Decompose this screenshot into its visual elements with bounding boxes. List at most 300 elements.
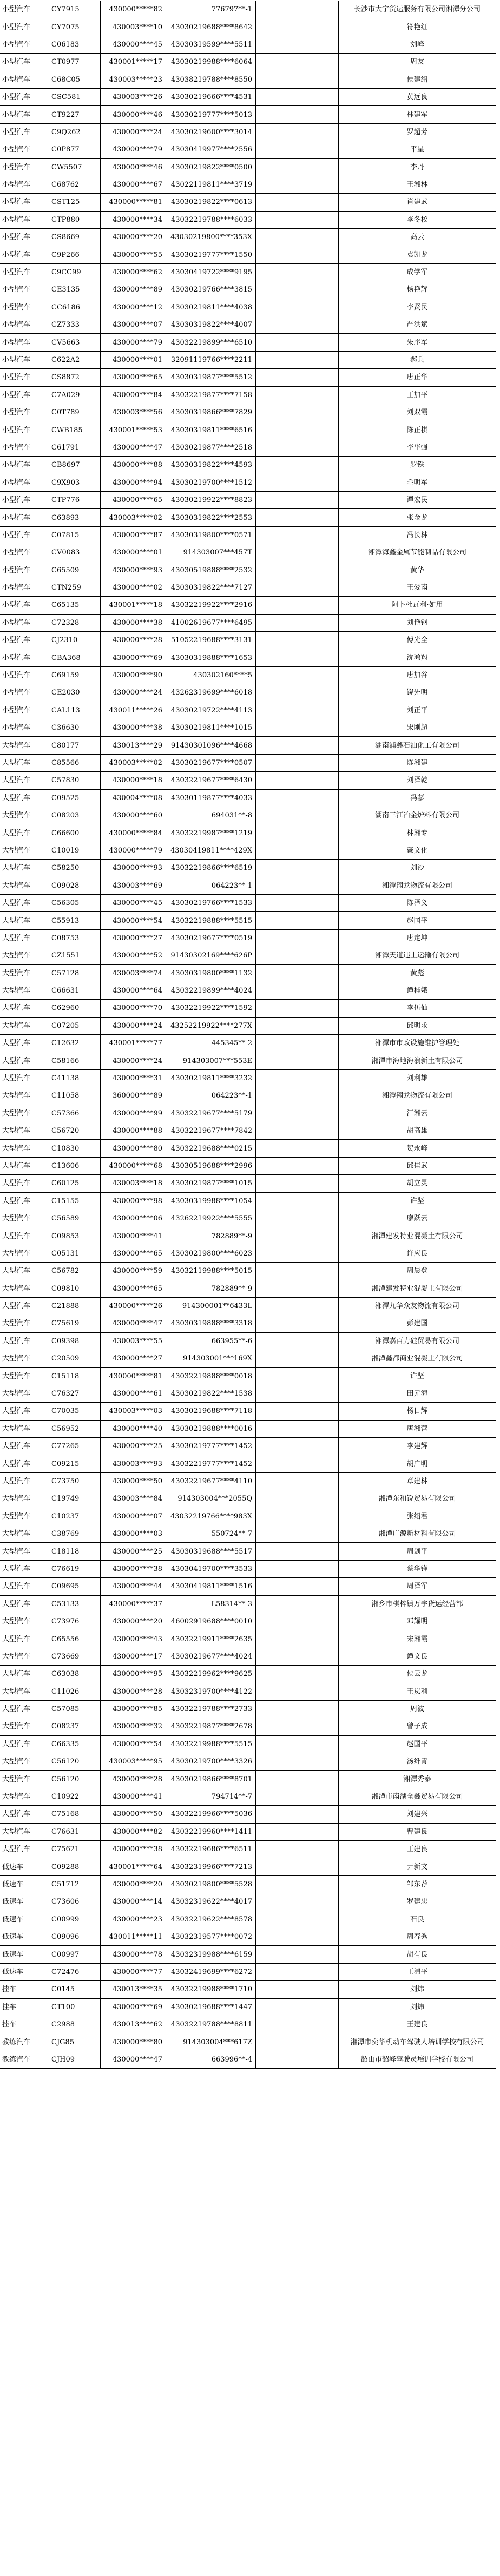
plate-number-cell: C20509: [49, 1350, 101, 1368]
table-row: [0, 1368, 496, 1385]
plate-number-cell: C65556: [49, 1630, 101, 1648]
blank-cell: [256, 141, 339, 158]
code-cell: 430000****07: [101, 316, 166, 334]
code-cell: 430001*****53: [101, 421, 166, 439]
code-cell: 430003****55: [101, 1332, 166, 1350]
id-number-cell: 43032219988****1710: [166, 1981, 256, 1998]
blank-cell: [256, 404, 339, 421]
table-row: [0, 1420, 496, 1437]
vehicle-type-cell: 小型汽车: [0, 386, 49, 404]
code-cell: 430000****41: [101, 1227, 166, 1245]
plate-number-cell: C58250: [49, 860, 101, 877]
owner-name-cell: 周剑平: [339, 1543, 496, 1560]
code-cell: 430000****01: [101, 544, 166, 562]
table-row: [0, 719, 496, 737]
id-number-cell: 43030219688****1447: [166, 1998, 256, 2016]
table-row: [0, 1998, 496, 2016]
id-number-cell: 51052219688****3131: [166, 632, 256, 649]
table-row: [0, 1823, 496, 1840]
owner-name-cell: 许坚: [339, 1368, 496, 1385]
plate-number-cell: CJ2310: [49, 632, 101, 649]
table-row: [0, 1, 496, 18]
blank-cell: [256, 1700, 339, 1718]
id-number-cell: 32091119766****2211: [166, 351, 256, 368]
id-number-cell: 43030219811****3232: [166, 1069, 256, 1087]
owner-name-cell: 湘潭鑫都商业混凝土有限公司: [339, 1350, 496, 1368]
table-row: [0, 263, 496, 281]
blank-cell: [256, 1806, 339, 1823]
code-cell: 430000*****84: [101, 824, 166, 842]
code-cell: 430000*****26: [101, 1297, 166, 1315]
table-row: [0, 1806, 496, 1823]
id-number-cell: 43032219966****5036: [166, 1806, 256, 1823]
blank-cell: [256, 1227, 339, 1245]
owner-name-cell: 唐加谷: [339, 666, 496, 684]
table-row: [0, 947, 496, 965]
blank-cell: [256, 1560, 339, 1577]
owner-name-cell: 刘双霞: [339, 404, 496, 421]
owner-name-cell: 平星: [339, 141, 496, 158]
table-row: [0, 1578, 496, 1595]
blank-cell: [256, 1928, 339, 1945]
plate-number-cell: C56589: [49, 1210, 101, 1227]
code-cell: 430000****27: [101, 929, 166, 947]
vehicle-type-cell: 小型汽车: [0, 18, 49, 36]
owner-name-cell: 谭桂娥: [339, 982, 496, 999]
blank-cell: [256, 386, 339, 404]
id-number-cell: 43030219700****1512: [166, 474, 256, 491]
code-cell: 430000****28: [101, 1683, 166, 1700]
table-row: [0, 123, 496, 141]
vehicle-type-cell: 大型汽车: [0, 1017, 49, 1034]
vehicle-type-cell: 小型汽车: [0, 562, 49, 579]
id-number-cell: 43030219811****4038: [166, 299, 256, 316]
blank-cell: [256, 649, 339, 666]
vehicle-type-cell: 大型汽车: [0, 1578, 49, 1595]
table-row: [0, 1490, 496, 1508]
vehicle-type-cell: 大型汽车: [0, 1315, 49, 1332]
table-row: [0, 509, 496, 526]
code-cell: 430013****62: [101, 2016, 166, 2033]
blank-cell: [256, 299, 339, 316]
table-row: [0, 1946, 496, 1963]
owner-name-cell: 周友: [339, 54, 496, 71]
blank-cell: [256, 18, 339, 36]
code-cell: 360000****89: [101, 1087, 166, 1105]
owner-name-cell: 唐湘营: [339, 1420, 496, 1437]
plate-number-cell: CY7915: [49, 1, 101, 18]
plate-number-cell: C00997: [49, 1946, 101, 1963]
id-number-cell: 064223**-1: [166, 1087, 256, 1105]
code-cell: 430000****38: [101, 614, 166, 631]
code-cell: 430000****27: [101, 1350, 166, 1368]
code-cell: 430000****38: [101, 719, 166, 737]
id-number-cell: 43032219987****1219: [166, 824, 256, 842]
plate-number-cell: CC6186: [49, 299, 101, 316]
owner-name-cell: 湘潭秀泰: [339, 1771, 496, 1788]
vehicle-type-cell: 大型汽车: [0, 1490, 49, 1508]
code-cell: 430000****60: [101, 807, 166, 824]
blank-cell: [256, 1315, 339, 1332]
id-number-cell: 43032219622****8578: [166, 1911, 256, 1928]
code-cell: 430003****56: [101, 404, 166, 421]
owner-name-cell: 田元海: [339, 1385, 496, 1402]
blank-cell: [256, 229, 339, 246]
vehicle-type-cell: 小型汽车: [0, 439, 49, 456]
plate-number-cell: C15155: [49, 1192, 101, 1210]
code-cell: 430000****88: [101, 1122, 166, 1140]
owner-name-cell: 王建良: [339, 1841, 496, 1858]
code-cell: 430011*****26: [101, 702, 166, 719]
blank-cell: [256, 1858, 339, 1875]
id-number-cell: 43032319622****4017: [166, 1893, 256, 1911]
vehicle-type-cell: 低速车: [0, 1946, 49, 1963]
plate-number-cell: CBA368: [49, 649, 101, 666]
table-row: [0, 877, 496, 894]
owner-name-cell: 刘炜: [339, 1981, 496, 1998]
plate-number-cell: CTN259: [49, 579, 101, 596]
blank-cell: [256, 1543, 339, 1560]
blank-cell: [256, 1087, 339, 1105]
code-cell: 430000*****81: [101, 194, 166, 211]
blank-cell: [256, 1052, 339, 1069]
owner-name-cell: 高云: [339, 229, 496, 246]
code-cell: 430003****84: [101, 1490, 166, 1508]
blank-cell: [256, 1297, 339, 1315]
vehicle-type-cell: 大型汽车: [0, 1140, 49, 1157]
vehicle-type-cell: 小型汽车: [0, 369, 49, 386]
id-number-cell: 43030219677****0519: [166, 929, 256, 947]
table-row: [0, 965, 496, 982]
plate-number-cell: C56952: [49, 1420, 101, 1437]
id-number-cell: 43032219677****7842: [166, 1122, 256, 1140]
vehicle-type-cell: 大型汽车: [0, 1297, 49, 1315]
blank-cell: [256, 316, 339, 334]
table-row: [0, 1017, 496, 1034]
vehicle-type-cell: 大型汽车: [0, 982, 49, 999]
vehicle-type-cell: 大型汽车: [0, 1455, 49, 1472]
plate-number-cell: CST125: [49, 194, 101, 211]
table-row: [0, 544, 496, 562]
owner-name-cell: 刘峰: [339, 36, 496, 53]
owner-name-cell: 汤纤青: [339, 1753, 496, 1771]
blank-cell: [256, 894, 339, 911]
plate-number-cell: C10922: [49, 1788, 101, 1805]
owner-name-cell: 黄彪: [339, 965, 496, 982]
plate-number-cell: C19749: [49, 1490, 101, 1508]
code-cell: 430003*****23: [101, 71, 166, 88]
id-number-cell: 43032219677****6430: [166, 772, 256, 789]
plate-number-cell: CY7075: [49, 18, 101, 36]
vehicle-record-table: [0, 1, 496, 2069]
id-number-cell: 430302160****5: [166, 666, 256, 684]
table-row: [0, 457, 496, 474]
vehicle-type-cell: 大型汽车: [0, 1385, 49, 1402]
table-row: [0, 1981, 496, 1998]
id-number-cell: 43032219877****2678: [166, 1718, 256, 1735]
owner-name-cell: 王建良: [339, 2016, 496, 2033]
blank-cell: [256, 439, 339, 456]
owner-name-cell: 冯蓼: [339, 789, 496, 807]
blank-cell: [256, 912, 339, 929]
table-row: [0, 1192, 496, 1210]
vehicle-type-cell: 大型汽车: [0, 1263, 49, 1280]
vehicle-type-cell: 小型汽车: [0, 141, 49, 158]
owner-name-cell: 罗铁: [339, 457, 496, 474]
code-cell: 430000****40: [101, 1420, 166, 1437]
vehicle-type-cell: 大型汽车: [0, 947, 49, 965]
table-row: [0, 614, 496, 631]
id-number-cell: 43030219777****5013: [166, 106, 256, 123]
table-row: [0, 281, 496, 299]
id-number-cell: 43030219800****6023: [166, 1245, 256, 1262]
id-number-cell: 782889**-9: [166, 1280, 256, 1297]
vehicle-type-cell: 挂车: [0, 1998, 49, 2016]
plate-number-cell: C73750: [49, 1472, 101, 1490]
owner-name-cell: 湘潭东和锐贸易有限公司: [339, 1490, 496, 1508]
plate-number-cell: C72328: [49, 614, 101, 631]
id-number-cell: 43032219922****2916: [166, 597, 256, 614]
plate-number-cell: C76619: [49, 1560, 101, 1577]
code-cell: 430000****47: [101, 439, 166, 456]
vehicle-type-cell: 大型汽车: [0, 1122, 49, 1140]
id-number-cell: 43030319688****5517: [166, 1543, 256, 1560]
table-row: [0, 1175, 496, 1192]
vehicle-type-cell: 小型汽车: [0, 229, 49, 246]
blank-cell: [256, 860, 339, 877]
plate-number-cell: CW5507: [49, 158, 101, 176]
table-row: [0, 1035, 496, 1052]
code-cell: 430000****28: [101, 632, 166, 649]
owner-name-cell: 尹新文: [339, 1858, 496, 1875]
id-number-cell: 43032219899****4024: [166, 982, 256, 999]
table-row: [0, 666, 496, 684]
blank-cell: [256, 1, 339, 18]
code-cell: 430000****55: [101, 246, 166, 263]
table-row: [0, 982, 496, 999]
owner-name-cell: 袁凯龙: [339, 246, 496, 263]
blank-cell: [256, 1175, 339, 1192]
plate-number-cell: C61791: [49, 439, 101, 456]
owner-name-cell: 胡高雄: [339, 1122, 496, 1140]
owner-name-cell: 周泽军: [339, 1578, 496, 1595]
plate-number-cell: C56120: [49, 1753, 101, 1771]
vehicle-type-cell: 大型汽车: [0, 1508, 49, 1525]
plate-number-cell: C12632: [49, 1035, 101, 1052]
table-row: [0, 684, 496, 702]
plate-number-cell: C56120: [49, 1771, 101, 1788]
id-number-cell: 43032319700****4122: [166, 1683, 256, 1700]
code-cell: 430000*****79: [101, 842, 166, 859]
vehicle-type-cell: 大型汽车: [0, 1210, 49, 1227]
vehicle-type-cell: 低速车: [0, 1963, 49, 1980]
vehicle-type-cell: 小型汽车: [0, 421, 49, 439]
vehicle-type-cell: 大型汽车: [0, 1683, 49, 1700]
owner-name-cell: 胡立灵: [339, 1175, 496, 1192]
id-number-cell: 43030219688****8642: [166, 18, 256, 36]
plate-number-cell: C09288: [49, 1858, 101, 1875]
vehicle-type-cell: 大型汽车: [0, 1753, 49, 1771]
table-row: [0, 1069, 496, 1087]
blank-cell: [256, 1385, 339, 1402]
table-row: [0, 404, 496, 421]
code-cell: 430000****06: [101, 1210, 166, 1227]
owner-name-cell: 傅光全: [339, 632, 496, 649]
blank-cell: [256, 1998, 339, 2016]
id-number-cell: 43030319888****1653: [166, 649, 256, 666]
owner-name-cell: 李伍仙: [339, 1000, 496, 1017]
owner-name-cell: 李丹: [339, 158, 496, 176]
id-number-cell: 43032219888****0018: [166, 1368, 256, 1385]
blank-cell: [256, 1122, 339, 1140]
plate-number-cell: C57830: [49, 772, 101, 789]
vehicle-type-cell: 大型汽车: [0, 877, 49, 894]
id-number-cell: 43032219911****2635: [166, 1630, 256, 1648]
table-row: [0, 1543, 496, 1560]
plate-number-cell: C51712: [49, 1875, 101, 1893]
vehicle-type-cell: 小型汽车: [0, 106, 49, 123]
blank-cell: [256, 123, 339, 141]
id-number-cell: 914300001**6433L: [166, 1297, 256, 1315]
table-row: [0, 1140, 496, 1157]
id-number-cell: 43030219700****3326: [166, 1753, 256, 1771]
plate-number-cell: CT100: [49, 1998, 101, 2016]
owner-name-cell: 王清平: [339, 1963, 496, 1980]
code-cell: 430000****65: [101, 369, 166, 386]
plate-number-cell: C0145: [49, 1981, 101, 1998]
blank-cell: [256, 1893, 339, 1911]
vehicle-type-cell: 大型汽车: [0, 1560, 49, 1577]
code-cell: 430000****46: [101, 158, 166, 176]
id-number-cell: 91430301096****4668: [166, 737, 256, 754]
plate-number-cell: C77265: [49, 1438, 101, 1455]
vehicle-type-cell: 小型汽车: [0, 211, 49, 228]
code-cell: 430000****79: [101, 141, 166, 158]
blank-cell: [256, 754, 339, 771]
code-cell: 430003****26: [101, 88, 166, 105]
table-row: [0, 1087, 496, 1105]
plate-number-cell: C9P266: [49, 246, 101, 263]
id-number-cell: 43032219677****5179: [166, 1105, 256, 1122]
id-number-cell: 550724**-7: [166, 1525, 256, 1542]
vehicle-type-cell: 大型汽车: [0, 1438, 49, 1455]
id-number-cell: 43030219822****0613: [166, 194, 256, 211]
plate-number-cell: C09810: [49, 1280, 101, 1297]
code-cell: 430000****69: [101, 1998, 166, 2016]
vehicle-type-cell: 小型汽车: [0, 263, 49, 281]
plate-number-cell: CAL113: [49, 702, 101, 719]
plate-number-cell: C10237: [49, 1508, 101, 1525]
owner-name-cell: 刘沙: [339, 860, 496, 877]
id-number-cell: 43032219866****6519: [166, 860, 256, 877]
code-cell: 430000****01: [101, 351, 166, 368]
vehicle-type-cell: 大型汽车: [0, 1280, 49, 1297]
plate-number-cell: C80177: [49, 737, 101, 754]
blank-cell: [256, 965, 339, 982]
code-cell: 430000****82: [101, 1823, 166, 1840]
vehicle-type-cell: 大型汽车: [0, 929, 49, 947]
table-row: [0, 1928, 496, 1945]
owner-name-cell: 湘乡市棋梓镇万宇货运经营部: [339, 1595, 496, 1613]
blank-cell: [256, 421, 339, 439]
vehicle-type-cell: 大型汽车: [0, 1069, 49, 1087]
blank-cell: [256, 158, 339, 176]
id-number-cell: 43030219677****0507: [166, 754, 256, 771]
code-cell: 430000****03: [101, 1525, 166, 1542]
owner-name-cell: 毛明军: [339, 474, 496, 491]
owner-name-cell: 王爱南: [339, 579, 496, 596]
id-number-cell: 914303007***457T: [166, 544, 256, 562]
owner-name-cell: 邹东荐: [339, 1875, 496, 1893]
code-cell: 430003*****02: [101, 509, 166, 526]
table-row: [0, 36, 496, 53]
owner-name-cell: 沈鸿翔: [339, 649, 496, 666]
table-row: [0, 1630, 496, 1648]
plate-number-cell: C76631: [49, 1823, 101, 1840]
table-row: [0, 824, 496, 842]
vehicle-type-cell: 小型汽车: [0, 54, 49, 71]
table-row: [0, 1227, 496, 1245]
code-cell: 430000****25: [101, 1438, 166, 1455]
table-row: [0, 88, 496, 105]
blank-cell: [256, 1911, 339, 1928]
id-number-cell: 43032219788****8811: [166, 2016, 256, 2033]
table-row: [0, 1771, 496, 1788]
vehicle-type-cell: 小型汽车: [0, 719, 49, 737]
id-number-cell: 43030219922****8823: [166, 491, 256, 508]
blank-cell: [256, 1823, 339, 1840]
blank-cell: [256, 1472, 339, 1490]
vehicle-type-cell: 小型汽车: [0, 509, 49, 526]
blank-cell: [256, 211, 339, 228]
code-cell: 430000****43: [101, 1630, 166, 1648]
owner-name-cell: 赵国平: [339, 1735, 496, 1753]
blank-cell: [256, 1875, 339, 1893]
id-number-cell: 43252219922****277X: [166, 1017, 256, 1034]
plate-number-cell: C09398: [49, 1332, 101, 1350]
code-cell: 430001*****64: [101, 1858, 166, 1875]
table-row: [0, 474, 496, 491]
code-cell: 430000****67: [101, 176, 166, 193]
blank-cell: [256, 474, 339, 491]
table-row: [0, 229, 496, 246]
code-cell: 430000****88: [101, 457, 166, 474]
blank-cell: [256, 1000, 339, 1017]
table-row: [0, 1332, 496, 1350]
id-number-cell: 91430302169****626P: [166, 947, 256, 965]
id-number-cell: 43030219800****353X: [166, 229, 256, 246]
table-row: [0, 2033, 496, 2051]
table-row: [0, 1666, 496, 1683]
id-number-cell: 43032219766****983X: [166, 1508, 256, 1525]
code-cell: 430000****20: [101, 1875, 166, 1893]
blank-cell: [256, 491, 339, 508]
owner-name-cell: 李华强: [339, 439, 496, 456]
plate-number-cell: CTP776: [49, 491, 101, 508]
plate-number-cell: C18118: [49, 1543, 101, 1560]
code-cell: 430000****61: [101, 1385, 166, 1402]
owner-name-cell: 陈正棋: [339, 421, 496, 439]
code-cell: 430000****94: [101, 474, 166, 491]
blank-cell: [256, 1683, 339, 1700]
table-row: [0, 1893, 496, 1911]
plate-number-cell: C63038: [49, 1666, 101, 1683]
code-cell: 430000****23: [101, 1911, 166, 1928]
owner-name-cell: 李建辉: [339, 1438, 496, 1455]
blank-cell: [256, 1157, 339, 1174]
code-cell: 430001*****17: [101, 54, 166, 71]
blank-cell: [256, 2016, 339, 2033]
